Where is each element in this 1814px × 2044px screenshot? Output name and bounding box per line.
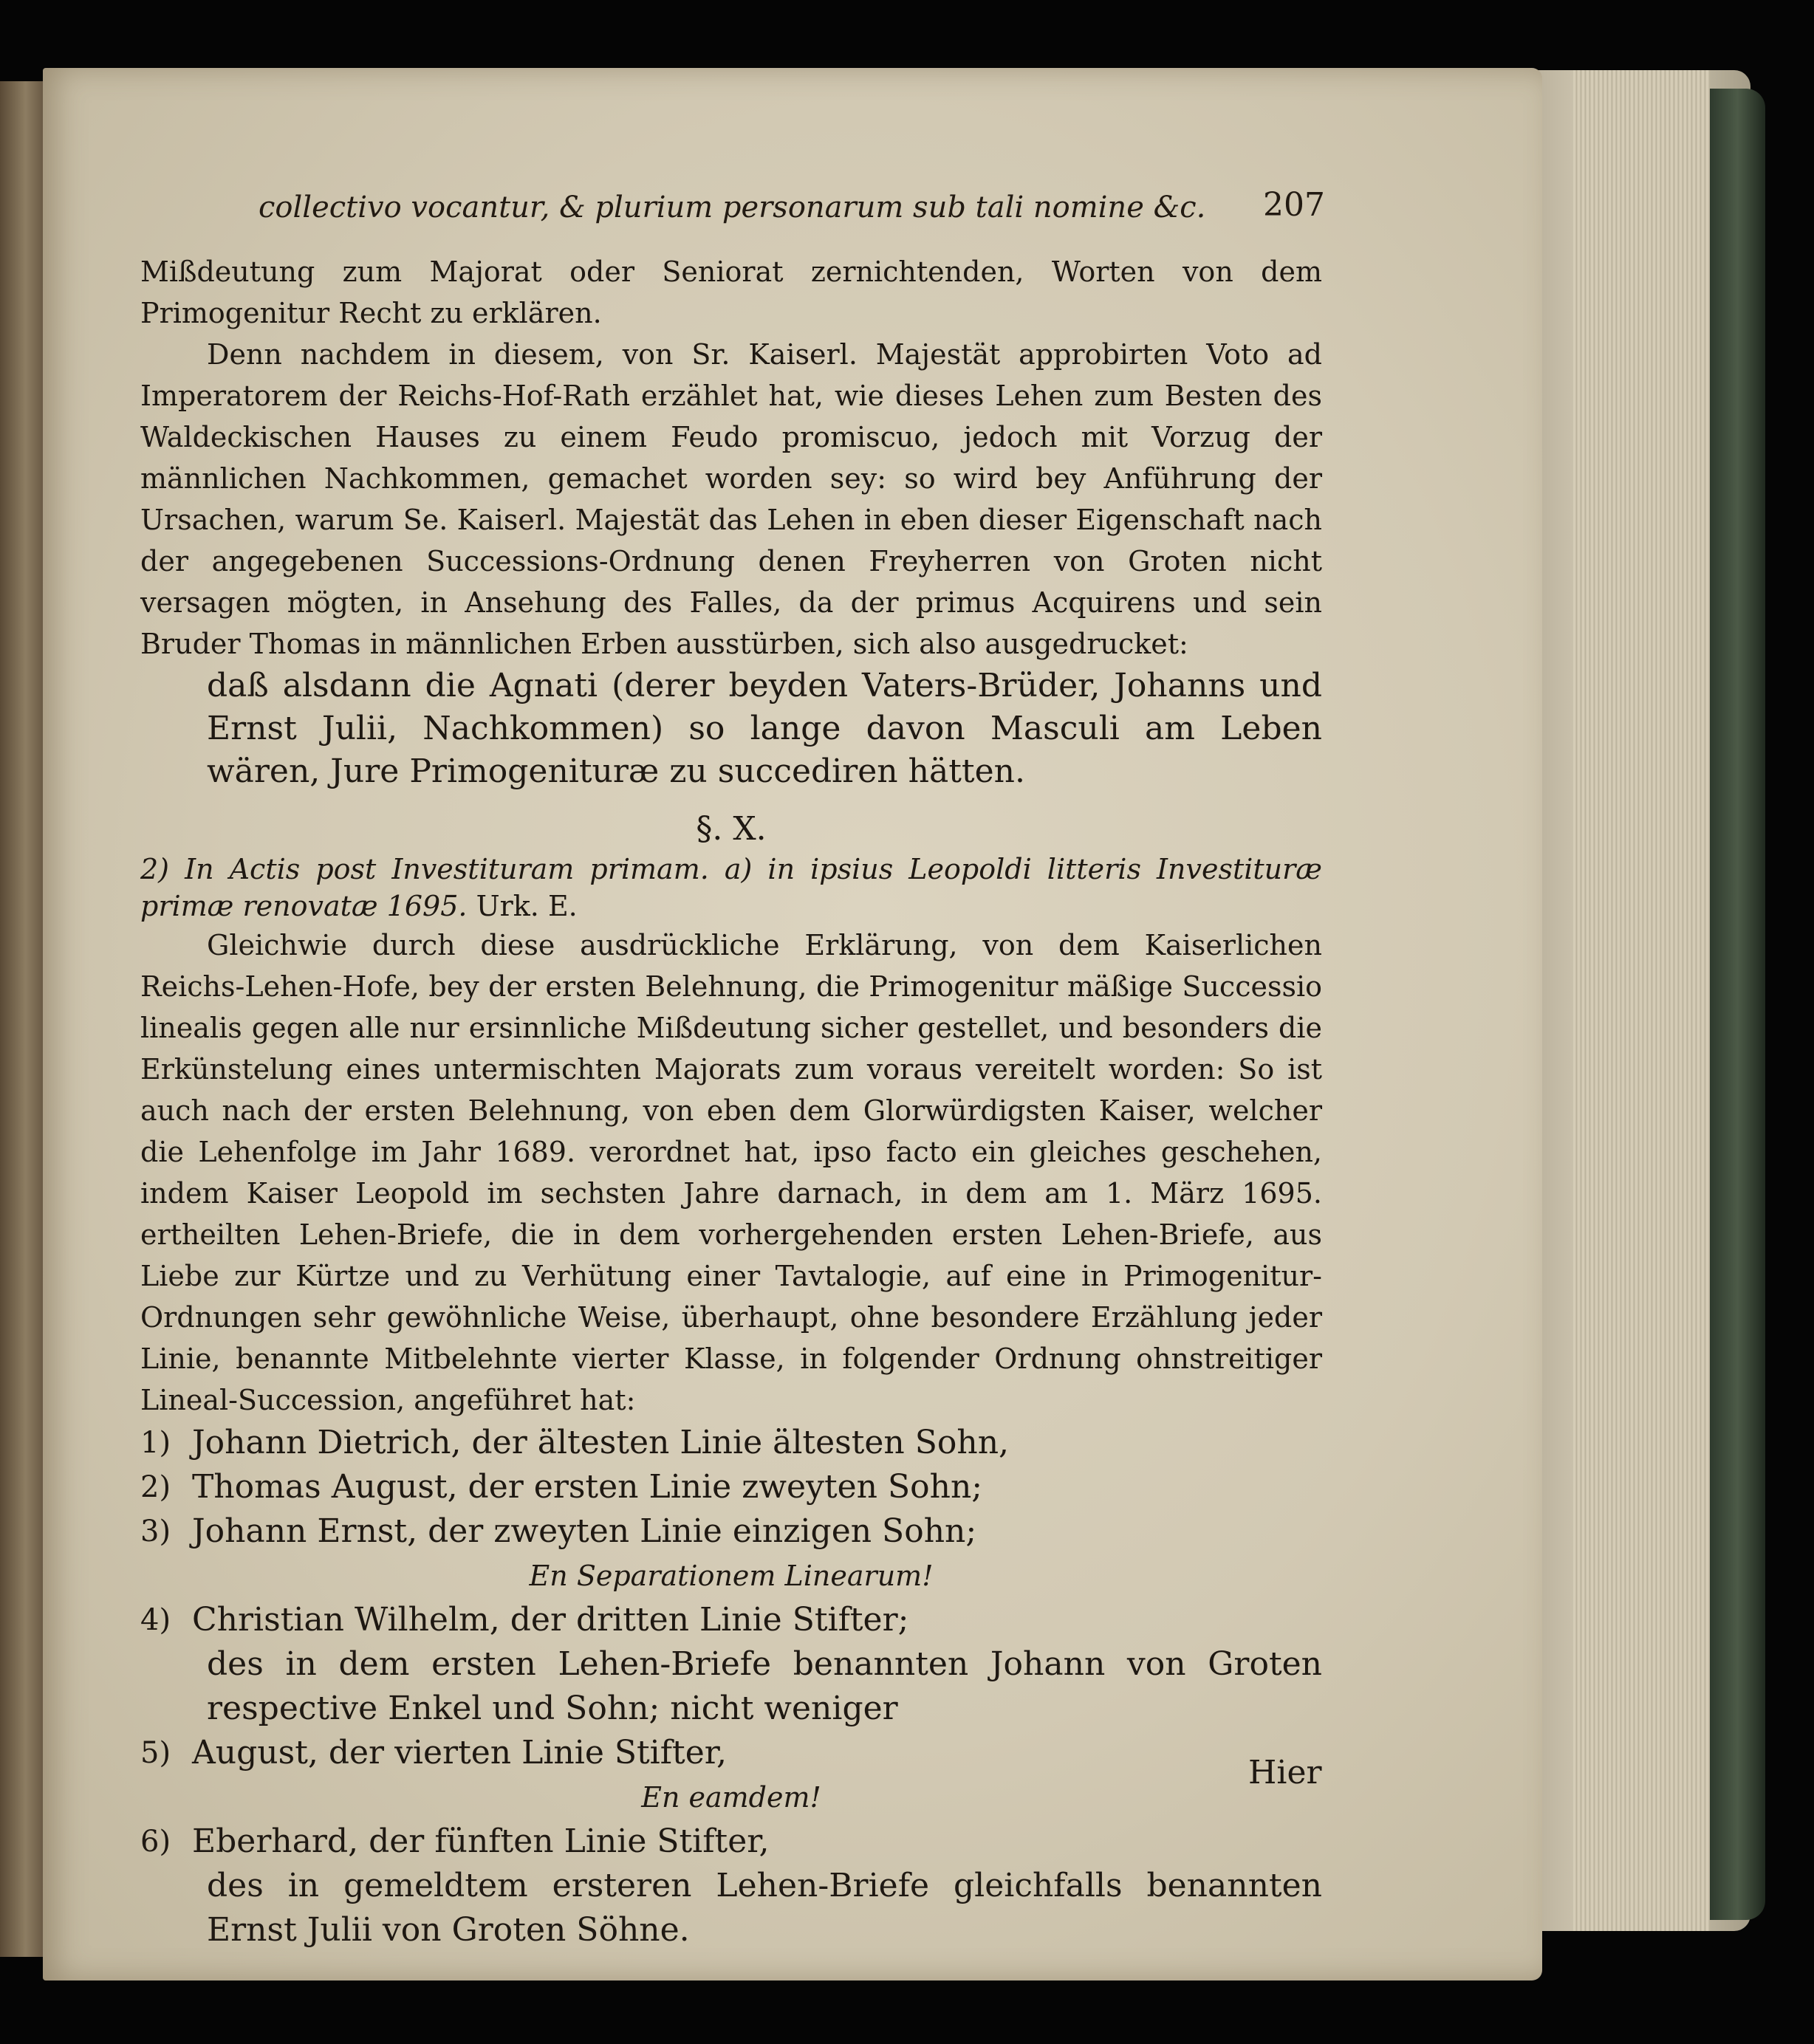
list-number: 6)	[140, 1825, 171, 1859]
list-text: Eberhard, der fünften Linie Stifter,	[192, 1822, 770, 1860]
page-number: 207	[1263, 186, 1325, 224]
list-number: 3)	[140, 1515, 171, 1549]
interjection: En Separationem Linearum!	[529, 1560, 934, 1592]
list-text: Johann Ernst, der zweyten Linie einzigen Sohn;	[192, 1512, 977, 1550]
body-text	[140, 251, 1322, 1952]
list-item	[140, 1509, 1322, 1554]
running-head: collectivo vocantur, & plurium personarum sub tali nomine &c.	[259, 191, 1206, 224]
catchword: Hier	[1248, 1754, 1322, 1791]
list-item	[140, 1465, 1322, 1509]
list-text: Johann Dietrich, der ältesten Linie ältesten Sohn,	[192, 1424, 1010, 1461]
list-text: Thomas August, der ersten Linie zweyten Sohn;	[192, 1468, 983, 1506]
block-quote: daß alsdann die Agnati (derer beyden Vaters-Brüder, Johanns und Ernst Julii, Nachkommen) so lange davon Masculi am Leben wären, Jure Primogenituræ zu succediren hätten.	[207, 667, 1322, 790]
list-number: 5)	[140, 1736, 171, 1770]
list-continuation: des in dem ersten Lehen-Briefe benannten Johann von Groten respective Enkel und Sohn; nicht weniger	[207, 1645, 1322, 1727]
list-number: 1)	[140, 1426, 171, 1460]
paragraph-continuation: Mißdeutung zum Majorat oder Seniorat zernichtenden, Worten von dem Primogenitur Recht zu erklären.	[140, 256, 1322, 329]
list-text: August, der vierten Linie Stifter,	[192, 1734, 727, 1772]
list-text: Christian Wilhelm, der dritten Linie Stifter;	[192, 1601, 909, 1639]
section-subheading	[140, 851, 1322, 925]
book-cover-edge	[1710, 89, 1765, 1920]
paragraph: Denn nachdem in diesem, von Sr. Kaiserl. Majestät approbirten Voto ad Imperatorem der Reichs-Hof-Rath erzählet hat, wie dieses Lehen zum Besten des Waldeckischen Hauses zu einem Feudo promiscuo, jedoch mit Vorzug der männlichen Nachkommen, gemachet worden sey: so wird bey Anführung der Ursachen, warum Se. Kaiserl. Majestät das Lehen in eben dieser Eigenschaft nach der angegebenen Successions-Ordnung denen Freyherren von Groten nicht versagen mögten, in Ansehung des Falles, da der primus Acquirens und sein Bruder Thomas in männlichen Erben ausstürben, sich also ausgedrucket:	[140, 338, 1322, 660]
list-number: 4)	[140, 1603, 171, 1637]
list-item	[140, 1731, 1322, 1775]
paragraph: Gleichwie durch diese ausdrückliche Erklärung, von dem Kaiserlichen Reichs-Lehen-Hofe, bey der ersten Belehnung, die Primogenitur mäßige Successio linealis gegen alle nur ersinnliche Mißdeutung sicher gestellet, und besonders die Erkünstelung eines untermischten Majorats zum voraus vereitelt worden: So ist auch nach der ersten Belehnung, von eben dem Glorwürdigsten Kaiser, welcher die Lehenfolge im Jahr 1689. verordnet hat, ipso facto ein gleiches geschehen, indem Kaiser Leopold im sechsten Jahre darnach, in dem am 1. März 1695. ertheilten Lehen-Briefe, die in dem vorhergehenden ersten Lehen-Briefe, aus Liebe zur Kürtze und zu Verhütung einer Tavtalogie, auf eine in Primogenitur-Ordnungen sehr gewöhnliche Weise, überhaupt, ohne besondere Erzählung jeder Linie, benannte Mitbelehnte vierter Klasse, in folgender Ordnung ohnstreitiger Lineal-Succession, angeführet hat:	[140, 929, 1322, 1416]
left-page-edge	[0, 81, 43, 1957]
subheading-reference: Urk. E.	[476, 890, 578, 922]
list-item	[140, 1820, 1322, 1864]
list-item	[140, 1421, 1322, 1465]
section-title: §. X.	[696, 810, 767, 848]
list-item	[140, 1598, 1322, 1642]
page-stack-edge	[1573, 70, 1710, 1931]
list-number: 2)	[140, 1470, 171, 1504]
list-continuation: des in gemeldtem ersteren Lehen-Briefe gleichfalls benannten Ernst Julii von Groten Söhne.	[207, 1867, 1322, 1949]
interjection: En eamdem!	[641, 1781, 821, 1814]
subheading-italic: 2) In Actis post Investituram primam. a) in ipsius Leopoldi litteris Investituræ primæ renovatæ 1695.	[140, 853, 1322, 922]
